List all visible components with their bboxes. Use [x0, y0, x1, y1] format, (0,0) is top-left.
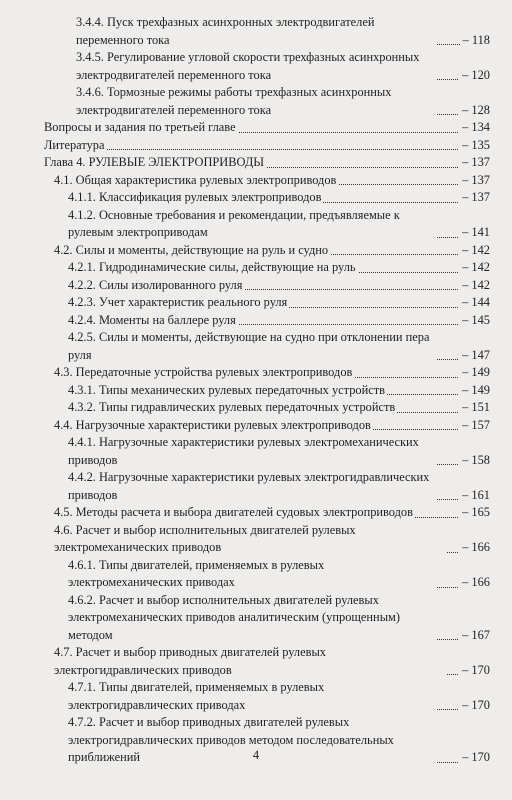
toc-entry — [44, 557, 490, 592]
toc-entry — [44, 417, 490, 435]
toc-entry — [44, 329, 490, 364]
toc-entry-page: – 137 — [459, 172, 490, 190]
toc-entry — [44, 522, 490, 557]
toc-entry-page: – 149 — [459, 382, 490, 400]
toc-entry-title: Литература — [44, 137, 106, 155]
toc-entry-title: 4.2.5. Силы и моменты, действующие на судно при отклонении пера руля — [68, 329, 436, 364]
table-of-contents — [44, 14, 490, 767]
toc-entry — [44, 172, 490, 190]
toc-entry-title: 4.4.1. Нагрузочные характеристики рулевых электромеханических приводов — [68, 434, 436, 469]
toc-entry-title: 4.3.1. Типы механических рулевых передаточных устройств — [68, 382, 387, 400]
toc-entry-page: – 161 — [459, 487, 490, 505]
toc-entry-page: – 134 — [459, 119, 490, 137]
toc-entry-page: – 141 — [459, 224, 490, 242]
toc-entry-page: – 158 — [459, 452, 490, 470]
toc-entry-page: – 142 — [459, 277, 490, 295]
toc-entry-page: – 166 — [459, 574, 490, 592]
toc-entry — [44, 137, 490, 155]
toc-entry-title: 3.4.4. Пуск трехфазных асинхронных электродвигателей переменного тока — [76, 14, 436, 49]
toc-entry — [44, 277, 490, 295]
toc-entry-title: 4.4. Нагрузочные характеристики рулевых электроприводов — [54, 417, 373, 435]
toc-entry — [44, 592, 490, 645]
toc-entry — [44, 469, 490, 504]
toc-entry-title: 4.1. Общая характеристика рулевых электроприводов — [54, 172, 338, 190]
toc-entry-title: 4.1.1. Классификация рулевых электроприводов — [68, 189, 323, 207]
toc-entry-title: 4.7.2. Расчет и выбор приводных двигателей рулевых электрогидравлических приводов методом последовательных приближений — [68, 714, 436, 767]
toc-entry-page: – 142 — [459, 259, 490, 277]
toc-entry-page: – 149 — [459, 364, 490, 382]
toc-entry-title: 4.2. Силы и моменты, действующие на руль и судно — [54, 242, 330, 260]
toc-entry-page: – 170 — [459, 749, 490, 767]
toc-entry-title: 4.7. Расчет и выбор приводных двигателей рулевых электрогидравлических приводов — [54, 644, 446, 679]
toc-entry-page: – 135 — [459, 137, 490, 155]
toc-entry-page: – 167 — [459, 627, 490, 645]
toc-entry — [44, 679, 490, 714]
page-number: 4 — [252, 748, 260, 762]
toc-entry-page: – 142 — [459, 242, 490, 260]
toc-entry-title: Вопросы и задания по третьей главе — [44, 119, 238, 137]
toc-entry-title: Глава 4. РУЛЕВЫЕ ЭЛЕКТРОПРИВОДЫ — [44, 154, 266, 172]
dot-leader — [44, 149, 490, 150]
toc-entry-title: 3.4.6. Тормозные режимы работы трехфазных асинхронных электродвигателей переменного тока — [76, 84, 436, 119]
toc-entry — [44, 14, 490, 49]
toc-entry-page: – 165 — [459, 504, 490, 522]
toc-entry — [44, 242, 490, 260]
toc-entry — [44, 259, 490, 277]
toc-entry-title: 4.3. Передаточные устройства рулевых электроприводов — [54, 364, 354, 382]
toc-entry-title: 4.7.1. Типы двигателей, применяемых в рулевых электрогидравлических приводах — [68, 679, 436, 714]
toc-entry — [44, 399, 490, 417]
toc-entry — [44, 119, 490, 137]
toc-entry-page: – 144 — [459, 294, 490, 312]
toc-entry-page: – 120 — [459, 67, 490, 85]
toc-entry-title: 4.5. Методы расчета и выбора двигателей судовых электроприводов — [54, 504, 415, 522]
toc-entry — [44, 364, 490, 382]
toc-entry — [44, 49, 490, 84]
toc-entry-page: – 147 — [459, 347, 490, 365]
toc-entry — [44, 207, 490, 242]
toc-entry-page: – 170 — [459, 697, 490, 715]
toc-entry — [44, 644, 490, 679]
toc-entry-title: 4.4.2. Нагрузочные характеристики рулевых электрогидравлических приводов — [68, 469, 436, 504]
toc-entry-title: 4.2.2. Силы изолированного руля — [68, 277, 244, 295]
toc-entry-page: – 166 — [459, 539, 490, 557]
toc-entry — [44, 312, 490, 330]
toc-entry-title: 4.2.1. Гидродинамические силы, действующие на руль — [68, 259, 358, 277]
toc-entry-page: – 170 — [459, 662, 490, 680]
toc-entry-page: – 157 — [459, 417, 490, 435]
toc-entry — [44, 504, 490, 522]
toc-entry-title: 4.2.3. Учет характеристик реального руля — [68, 294, 289, 312]
toc-entry — [44, 294, 490, 312]
toc-entry — [44, 434, 490, 469]
toc-entry-title: 4.3.2. Типы гидравлических рулевых передаточных устройств — [68, 399, 397, 417]
toc-entry-title: 3.4.5. Регулирование угловой скорости трехфазных асинхронных электродвигателей переменного тока — [76, 49, 436, 84]
toc-entry — [44, 189, 490, 207]
toc-entry-page: – 137 — [459, 154, 490, 172]
toc-entry-title: 4.1.2. Основные требования и рекомендации, предъявляемые к рулевым электроприводам — [68, 207, 436, 242]
toc-entry-title: 4.6.1. Типы двигателей, применяемых в рулевых электромеханических приводах — [68, 557, 436, 592]
toc-entry-title: 4.2.4. Моменты на баллере руля — [68, 312, 238, 330]
toc-entry-page: – 151 — [459, 399, 490, 417]
toc-entry-title: 4.6. Расчет и выбор исполнительных двигателей рулевых электромеханических приводов — [54, 522, 446, 557]
toc-entry-page: – 118 — [460, 32, 490, 50]
toc-entry — [44, 154, 490, 172]
toc-entry-page: – 137 — [459, 189, 490, 207]
toc-entry-page: – 145 — [459, 312, 490, 330]
toc-entry — [44, 84, 490, 119]
toc-entry-title: 4.6.2. Расчет и выбор исполнительных двигателей рулевых электромеханических приводов аналитическим (упрощенным) методом — [68, 592, 436, 645]
toc-entry-page: – 128 — [459, 102, 490, 120]
toc-entry — [44, 382, 490, 400]
